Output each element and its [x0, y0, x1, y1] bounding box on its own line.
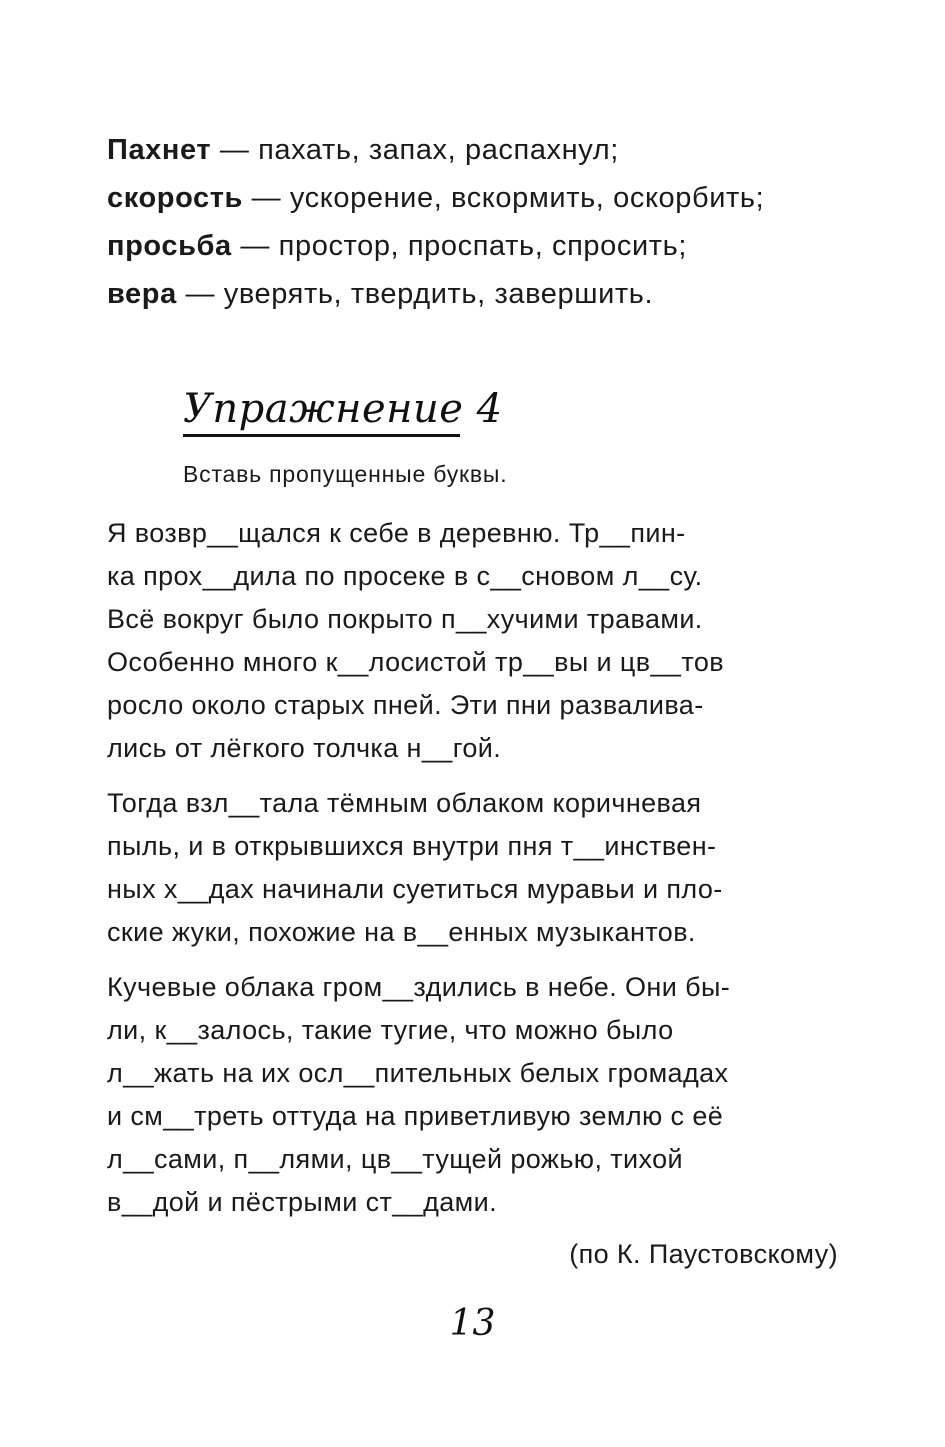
word-list-line — [107, 222, 847, 270]
text-line: в__дой и пёстрыми ст__дами. — [107, 1187, 497, 1217]
word-list-rest: — уверять, твердить, завершить. — [176, 278, 654, 310]
word-list-head: скорость — [107, 182, 243, 214]
text-line: ных х__дах начинали суетиться муравьи и пло- — [107, 874, 723, 904]
text-line: и см__треть оттуда на приветливую землю с её — [107, 1101, 724, 1131]
text-line: л__жать на их осл__пительных белых громадах — [107, 1058, 729, 1088]
text-line: Я возвр__щался к себе в деревню. Тр__пин- — [107, 518, 686, 548]
text-line: Особенно много к__лосистой тр__вы и цв__тов — [107, 647, 724, 677]
word-list-head: просьба — [107, 230, 232, 262]
paragraph-2 — [107, 782, 838, 954]
word-list-line — [107, 174, 847, 222]
word-list-rest: — ускорение, вскормить, оскорбить; — [242, 182, 765, 214]
word-list-head: вера — [107, 278, 177, 310]
exercise-title: Упражнение 4 — [183, 386, 503, 432]
word-list-line — [107, 270, 847, 318]
word-list-line — [107, 126, 847, 174]
text-line: лись от лёгкого толчка н__гой. — [107, 733, 502, 763]
text-line: пыль, и в открывшихся внутри пня т__инствен- — [107, 831, 717, 861]
text-line: Всё вокруг было покрыто п__хучими травами. — [107, 604, 703, 634]
text-line: росло около старых пней. Эти пни развалива- — [107, 690, 704, 720]
text-line: Кучевые облака гром__здились в небе. Они бы- — [107, 972, 731, 1002]
text-line: ли, к__залось, такие тугие, что можно было — [107, 1015, 674, 1045]
word-list-head: Пахнет — [107, 134, 212, 166]
paragraph-1 — [107, 512, 838, 770]
page-number: 13 — [449, 1303, 496, 1344]
exercise-task: Вставь пропущенные буквы. — [183, 461, 508, 487]
text-line: л__сами, п__лями, цв__тущей рожью, тихой — [107, 1144, 683, 1174]
word-list-rest: — пахать, запах, распахнул; — [211, 134, 619, 166]
word-list — [107, 126, 847, 318]
word-list-rest: — простор, проспать, спросить; — [231, 230, 688, 262]
text-line: Тогда взл__тала тёмным облаком коричневая — [107, 788, 702, 818]
text-line: ка прох__дила по просеке в с__сновом л__су. — [107, 561, 703, 591]
paragraph-3 — [107, 966, 838, 1224]
exercise-title-underline — [183, 434, 460, 437]
text-line: ские жуки, похожие на в__енных музыкантов. — [107, 917, 696, 947]
source-attribution: (по К. Паустовскому) — [569, 1239, 838, 1269]
